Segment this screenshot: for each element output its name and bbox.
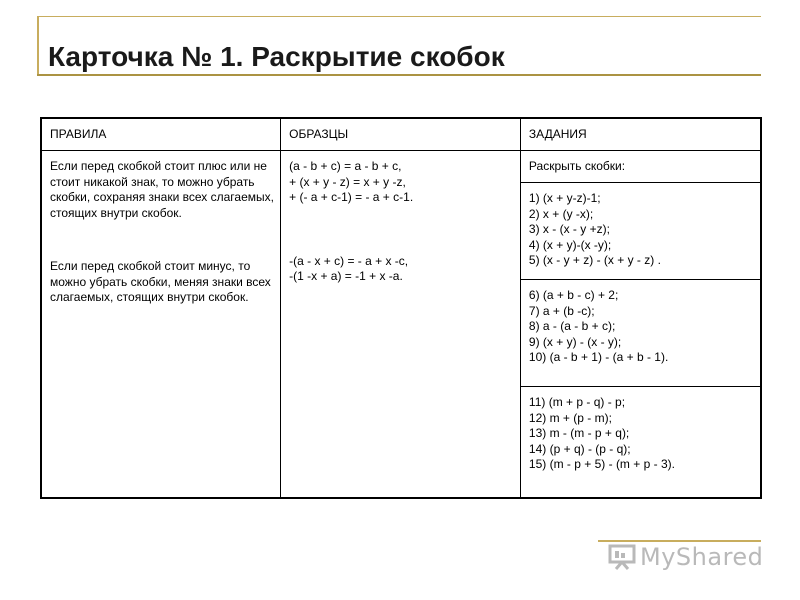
sample-line: -(1 -x + a) = -1 + x -a. [289,269,403,283]
tasks-cell-3 [520,387,761,499]
sample-line: (a - b + c) = a - b + c, [289,159,402,173]
task-item: 9) (x + y) - (x - y); [528,334,622,349]
rule-minus-text: Если перед скобкой стоит минус, то можно убрать скобки, меняя знаки всех слагаемых, стоящих внутри скобок. [50,259,271,304]
task-item: 14) (p + q) - (p - q); [528,441,631,456]
header-tasks: ЗАДАНИЯ [520,118,761,151]
samples-cell [281,151,521,499]
task-item: 12) m + (p - m); [528,410,612,425]
table-header-row [41,118,761,151]
decorative-left-line [37,16,39,75]
watermark-logo [608,540,763,574]
task-item: 2) x + (y -x); [528,206,594,221]
task-item: 1) (x + y-z)-1; [528,191,601,205]
rules-cell [41,151,281,499]
rules-table [40,117,762,499]
page-title: Карточка № 1. Раскрытие скобок [48,41,505,72]
sample-line: + (- a + c-1) = - a + c-1. [289,190,414,204]
sample-line: -(a - x + c) = - a + x -c, [289,253,409,268]
task-item: 11) (m + p - q) - p; [528,395,626,409]
presentation-board-icon [608,544,636,570]
task-item: 3) x - (x - y +z); [528,222,610,236]
tasks-cell-1 [520,183,761,280]
task-item: 7) a + (b -c); [528,303,595,318]
header-rules: ПРАВИЛА [41,118,281,151]
task-item: 15) (m - p + 5) - (m + p - 3). [528,457,675,471]
header-samples: ОБРАЗЦЫ [281,118,521,151]
sample-line: + (x + y - z) = x + y -z, [289,174,406,189]
task-item: 10) (a - b + 1) - (a + b - 1). [528,350,669,364]
task-item: 8) a - (a - b + c); [528,319,616,333]
decorative-top-line [37,16,761,17]
task-header-cell: Раскрыть скобки: [520,151,761,183]
task-item: 13) m - (m - p + q); [528,426,630,440]
title-underline [37,74,761,76]
task-item: 4) (x + y)-(x -y); [528,237,612,252]
table-row [41,151,761,183]
task-item: 6) (a + b - c) + 2; [528,288,619,302]
task-item: 5) (x - y + z) - (x + y - z) . [528,253,661,267]
watermark-text: MyShared [640,543,764,571]
tasks-cell-2 [520,280,761,387]
rule-plus-text: Если перед скобкой стоит плюс или не стоит никакой знак, то можно убрать скобки, сохраняя знаки всех слагаемых, стоящих внутри скобок. [50,159,274,220]
